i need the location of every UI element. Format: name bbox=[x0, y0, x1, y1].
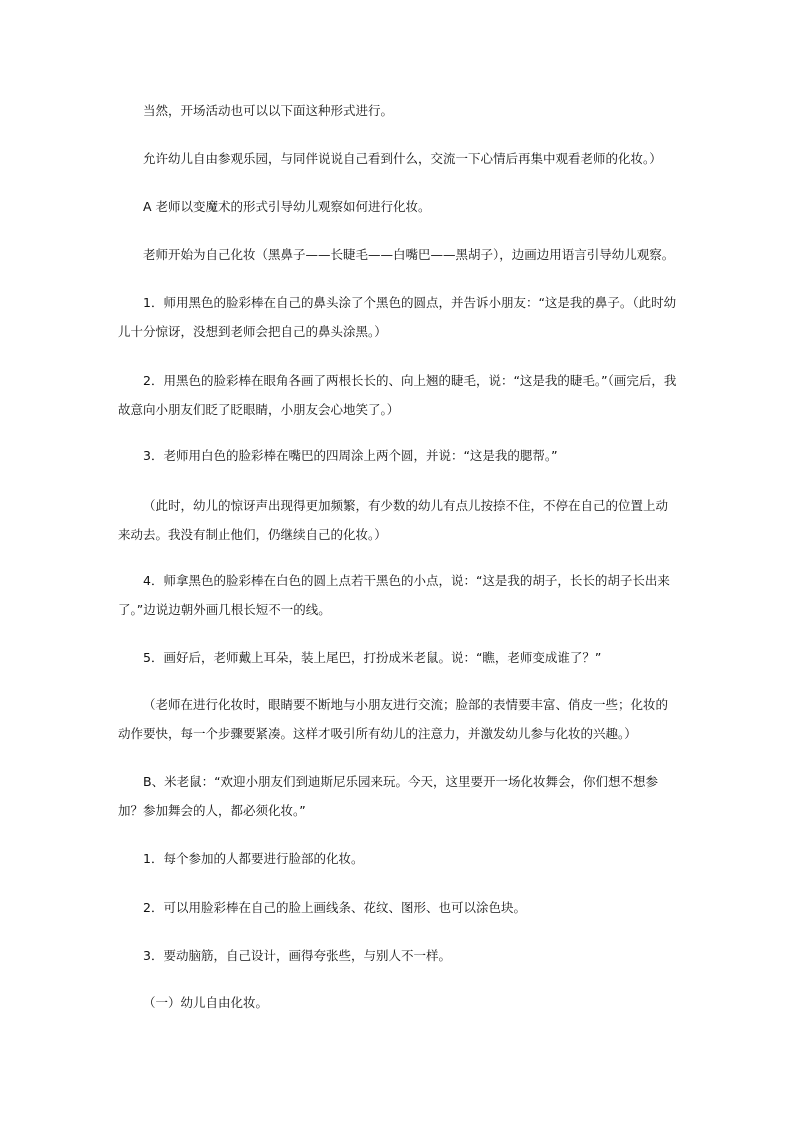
paragraph: 2．用黑色的脸彩棒在眼角各画了两根长长的、向上翘的睫毛，说：“这是我的睫毛。”（画完后，我故意向小朋友们眨了眨眼睛，小朋友会心地笑了。） bbox=[118, 373, 677, 417]
paragraph: （一）幼儿自由化妆。 bbox=[143, 995, 269, 1010]
paragraph: 1．师用黑色的脸彩棒在自己的鼻头涂了个黑色的圆点，并告诉小朋友：“这是我的鼻子。（此时幼儿十分惊讶，没想到老师会把自己的鼻头涂黑。） bbox=[118, 295, 677, 339]
paragraph: 5．画好后，老师戴上耳朵，装上尾巴，打扮成米老鼠。说：“瞧，老师变成谁了？” bbox=[143, 650, 602, 665]
paragraph: 4．师拿黑色的脸彩棒在白色的圆上点若干黑色的小点，说：“这是我的胡子，长长的胡子长出来了。”边说边朝外画几根长短不一的线。 bbox=[118, 573, 670, 617]
paragraph: 老师开始为自己化妆（黑鼻子——长睫毛——白嘴巴——黑胡子），边画边用语言引导幼儿观察。 bbox=[143, 247, 675, 262]
paragraph: A 老师以变魔术的形式引导幼儿观察如何进行化妆。 bbox=[143, 199, 431, 214]
paragraph: 2．可以用脸彩棒在自己的脸上画线条、花纹、图形、也可以涂色块。 bbox=[143, 900, 526, 915]
paragraph: 3．要动脑筋，自己设计，画得夸张些，与别人不一样。 bbox=[143, 948, 451, 963]
paragraph: 1．每个参加的人都要进行脸部的化妆。 bbox=[143, 851, 364, 866]
paragraph: 允许幼儿自由参观乐园，与同伴说说自己看到什么，交流一下心情后再集中观看老师的化妆。） bbox=[143, 151, 662, 166]
paragraph: （老师在进行化妆时，眼睛要不断地与小朋友进行交流；脸部的表情要丰富、俏皮一些；化妆的动作要快，每一个步骤要紧凑。这样才吸引所有幼儿的注意力，并激发幼儿参与化妆的兴趣。） bbox=[118, 697, 669, 741]
paragraph: （此时，幼儿的惊讶声出现得更加频繁，有少数的幼儿有点儿按捺不住，不停在自己的位置上动来动去。我没有制止他们，仍继续自己的化妆。） bbox=[118, 498, 669, 542]
paragraph: 当然，开场活动也可以以下面这种形式进行。 bbox=[143, 103, 394, 118]
paragraph: B、米老鼠：“欢迎小朋友们到迪斯尼乐园来玩。今天，这里要开一场化妆舞会，你们想不想参加？参加舞会的人，都必须化妆。” bbox=[118, 774, 659, 818]
paragraph: 3．老师用白色的脸彩棒在嘴巴的四周涂上两个圆，并说：“这是我的腮帮。” bbox=[143, 448, 558, 463]
